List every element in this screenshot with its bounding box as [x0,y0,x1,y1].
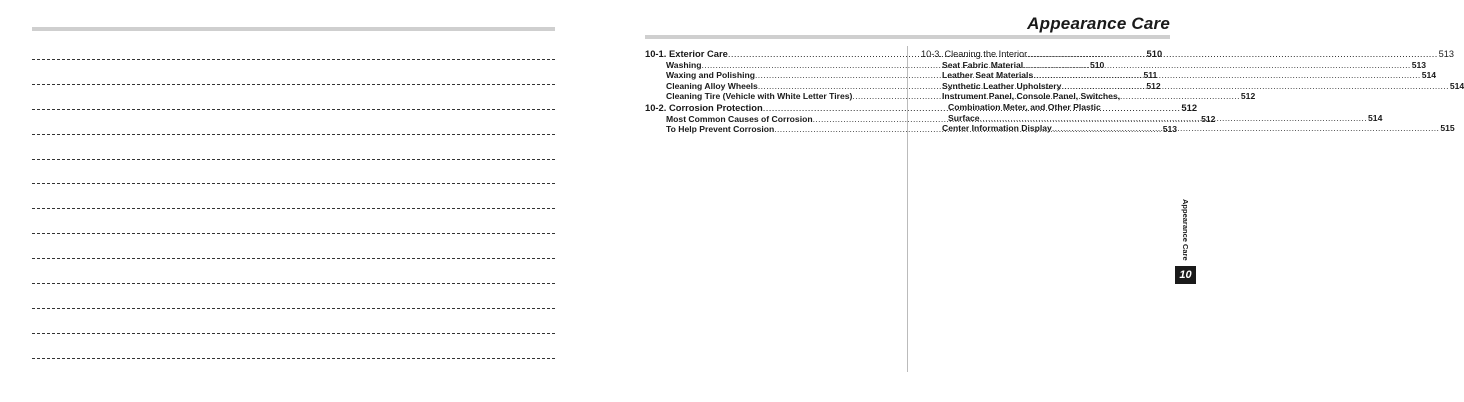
toc-entry-page: 512 [1240,91,1256,102]
note-line [32,358,555,359]
toc-entry-label: Washing [666,59,702,70]
toc-entry-cleaning-interior[interactable] [921,49,1454,60]
toc-entry-label: 10-1. Exterior Care [645,48,728,59]
toc-entry-page: 512 [1201,113,1216,124]
toc-entry-page: 514 [1449,80,1464,91]
toc-entry-page: 513 [1162,124,1178,135]
toc-entry-label: Leather Seat Materials [942,70,1034,81]
toc-entry-label: Synthetic Leather Upholstery [942,80,1062,91]
toc-entry-label: Cleaning Alloy Wheels [666,80,758,91]
toc-entry-label-line1: Instrument Panel, Console Panel, Switches, [942,91,1121,102]
note-line [32,208,555,209]
note-line [32,283,555,284]
toc-entry-label: Waxing and Polishing [666,70,755,81]
note-line [32,333,555,334]
toc-entry-label-line3: Surface [948,112,980,123]
toc-entry-page: 510 [1089,59,1105,70]
toc-entry-page: 512 [1181,101,1198,113]
toc-entry-label-line2: Combination Meter, and Other Plastic [948,101,1101,112]
toc-entry-label: Most Common Causes of Corrosion [666,113,813,124]
toc-entry-label: 10-2. Corrosion Protection [645,101,763,113]
toc-entry-label: Seat Fabric Material [942,59,1024,70]
toc-entry-page: 511 [1143,70,1158,81]
chapter-number-tab[interactable]: 10 [1175,266,1196,284]
toc-entry-page: 515 [1440,123,1455,134]
note-line [32,308,555,309]
note-line [32,183,555,184]
note-line [32,109,555,110]
left-page-header-rule [32,27,555,31]
notes-area [32,59,555,383]
toc-entry-label: Cleaning Tire (Vehicle with White Letter Tires) [666,91,853,102]
toc-entry-page: 512 [1146,80,1161,91]
chapter-title: Appearance Care [1027,14,1170,33]
right-page-header-rule [645,35,1170,39]
note-line [32,84,555,85]
toc-entry-leather-seat[interactable] [921,70,1437,81]
toc-entry-page: 513 [1438,49,1454,59]
toc-entry-page: 510 [1146,48,1163,59]
toc-entry-seat-fabric[interactable] [921,59,1427,71]
toc-entry-label: To Help Prevent Corrosion [666,124,775,135]
note-line [32,59,555,60]
toc-entry-page: 514 [1368,112,1383,123]
side-chapter-label: Appearance Care [1181,199,1190,261]
note-line [32,159,555,160]
toc-entry-page: 514 [1421,70,1437,81]
note-line [32,233,555,234]
note-line [32,134,555,135]
toc-entry-page: 513 [1411,59,1427,70]
toc-entry-label: 10-3. Cleaning the Interior [921,49,1028,59]
toc-entry-synthetic-leather[interactable] [921,80,1464,92]
column-divider [907,46,908,372]
note-line [32,258,555,259]
toc-entry-label: Center Information Display [942,123,1052,134]
